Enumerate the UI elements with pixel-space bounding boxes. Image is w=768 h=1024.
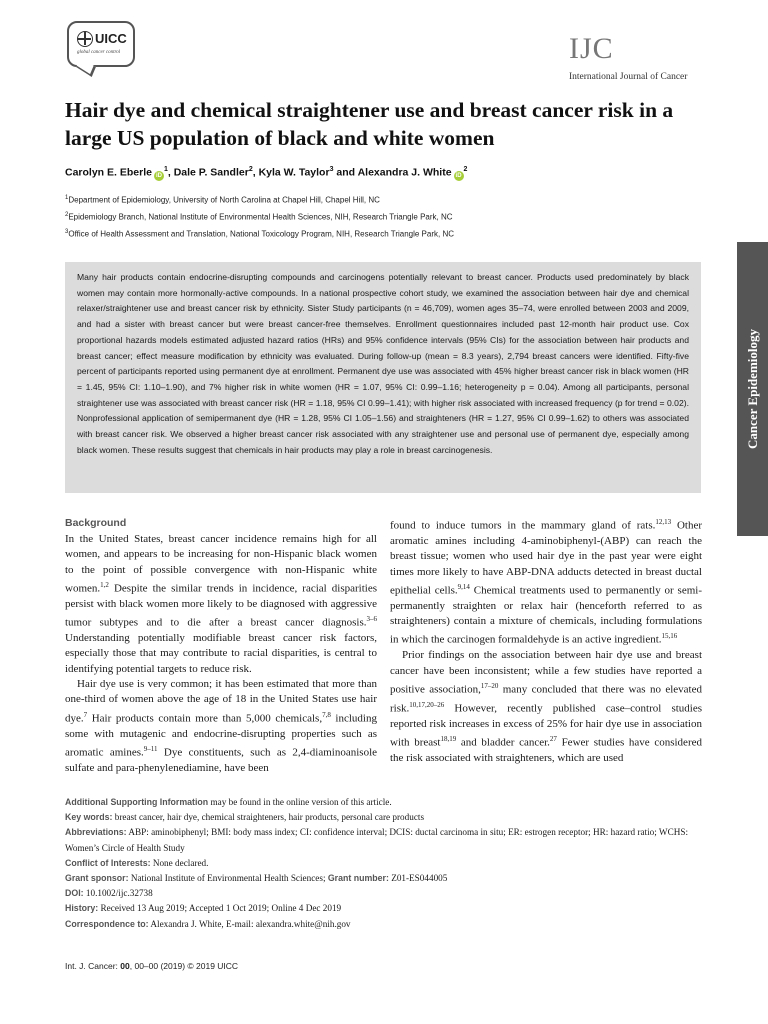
body-paragraph: Hair dye use is very common; it has been estimated that more than one-third of women above the age of 18 in the United States use hair dye.$^7$ Hair products contain more than 5,000 chemicals,$^{7,8}$ including some with mutagenic and endocrine-disrupting properties such as aromatic amines.$^{9-11}$ Dye constituents, such as 2,4-diaminoanisole sulfate and para-phenylenediamine, have been bbox=[65, 677, 378, 774]
author-name: Kyla W. Taylor bbox=[258, 166, 330, 179]
citation-ref: 3–6 bbox=[366, 615, 377, 624]
footer-journal: Int. J. Cancer: bbox=[65, 961, 121, 971]
affiliation-number: 1 bbox=[65, 195, 69, 201]
logo-text: UICC bbox=[95, 31, 127, 46]
metadata-label: Key words: bbox=[65, 812, 113, 823]
citation-ref: 15,16 bbox=[661, 632, 678, 641]
body-paragraph: Prior findings on the association between hair dye use and breast cancer have been inconsistent; while a few studies have reported a positive association,$^{17-20}$ many concluded that there was no elevated risk.$^{10,17,20-26}$ However, recently published case–control studies reported risk increases in excess of 25% for hair dye use in association with breast$^{18,19}$ and bladder cancer.$^{27}$ Fewer studies have considered the risk associated with straighteners, which are used bbox=[390, 649, 702, 765]
logo-subtext: global cancer control bbox=[77, 50, 121, 55]
citation-ref: 1,2 bbox=[100, 580, 109, 589]
metadata-label: Conflict of Interests: bbox=[65, 857, 151, 868]
metadata-line bbox=[65, 810, 705, 825]
affiliation-number: 2 bbox=[65, 212, 69, 219]
citation-ref: 17–20 bbox=[480, 681, 499, 690]
metadata-value: National Institute of Environmental Health Sciences; bbox=[128, 873, 328, 884]
body-paragraph: found to induce tumors in the mammary gland of rats.$^{12,13}$ Other aromatic amines including 4-aminobiphenyl-(ABP) can reach the breast tissue; women who used hair dye in the past year were eight times more likely to have ABP-DNA adducts detected in breast ductal epithelial cells.$^{9,14}$ Chemical treatments used to permanently or semi-permanently straighten or relax hair (henceforth referred to as straighteners) contain a mixture of chemicals, including formulations in which the carcinogen formaldehyde is an active ingredient.$^{15,16}$ bbox=[390, 518, 702, 647]
author-name: Alexandra J. White bbox=[357, 166, 452, 179]
abstract-box: Many hair products contain endocrine-disrupting compounds and carcinogens potentially relevant to breast cancer. Products used predominately by black women may contain more hormonally-active compounds. In a national prospective cohort study, we examined the association between hair dye and chemical relaxer/straightener use and breast cancer risk by ethnicity. Sister Study participants (n = 46,709), women ages 35–74, were enrolled between 2003 and 2009, and had a sister with breast cancer but were breast cancer-free themselves. Enrollment questionnaires included past 12-month hair product use. Cox proportional hazards models estimated adjusted hazard ratios (HRs) and 95% confidence intervals (95% CIs) for the association between hair products and breast cancer; effect measure modification by ethnicity was evaluated. During follow-up (mean = 8.3 years), 2,794 breast cancers were identified. Fifty-five percent of participants reported using permanent dye at enrollment. Permanent dye use was associated with 45% higher breast cancer risk in black women (HR = 1.45, 95% CI: 1.10–1.90), and 7% higher risk in white women (HR = 1.07, 95% CI: 0.99–1.16; heterogeneity p = 0.04). Among all participants, personal straightener use was associated with breast cancer risk (HR = 1.18, 95% CI 0.99–1.41); with higher risk associated with increased frequency (p for trend = 0.02). Nonprofessional application of semipermanent dye (HR = 1.28, 95% CI 1.05–1.56) and straighteners (HR = 1.27, 95% CI 0.99–1.62) to others was associated with breast cancer risk. We observed a higher breast cancer risk associated with any straightener use and personal use of permanent dye, especially among black women. These results suggest that chemicals in hair products may play a role in breast carcinogenesis. bbox=[65, 262, 701, 493]
affiliation-text: Department of Epidemiology, University of North Carolina at Chapel Hill, Chapel Hill, NC bbox=[68, 195, 380, 205]
metadata-label: DOI: bbox=[65, 888, 84, 899]
affiliation-text: Office of Health Assessment and Translation, National Toxicology Program, NIH, Research Triangle Park, NC bbox=[68, 229, 454, 239]
metadata-value: may be found in the online version of this article. bbox=[208, 797, 392, 807]
body-paragraph: In the United States, breast cancer incidence remains high for all women, and appears to be increasing for non-Hispanic black women to the point of possible convergence with non-Hispanic white women.$^{1,2}$ Despite the similar trends in incidence, racial disparities persist with black women more likely to be diagnosed with aggressive tumor subtypes and to die after a breast cancer diagnosis.$^{3-6}$ Understanding potentially modifiable breast cancer risk factors, especially those that may contribute to racial disparities, is central to identifying potential targets to reduce risk. bbox=[65, 533, 377, 675]
journal-name: International Journal of Cancer bbox=[569, 72, 688, 82]
affiliations bbox=[65, 191, 454, 242]
body-column-right bbox=[390, 515, 702, 766]
metadata-label: Correspondence to: bbox=[65, 918, 149, 929]
metadata-value: 10.1002/ijc.32738 bbox=[83, 888, 153, 899]
author-name: Dale P. Sandler bbox=[173, 166, 249, 179]
metadata-value: Received 13 Aug 2019; Accepted 1 Oct 2019; Online 4 Dec 2019 bbox=[98, 903, 342, 914]
metadata-line bbox=[65, 825, 705, 855]
metadata-value: Alexandra J. White, E-mail: alexandra.white@nih.gov bbox=[148, 918, 351, 929]
metadata-value: breast cancer, hair dye, chemical straighteners, hair products, personal care products bbox=[112, 812, 425, 823]
metadata-label: Grant number: bbox=[327, 873, 389, 884]
affiliation-marker: 3 bbox=[329, 166, 334, 173]
page-footer bbox=[65, 961, 238, 971]
author-list: Carolyn E. Eberle $iD^1$, Dale P. Sandler$^2$, Kyla W. Taylor$^3$ and Alexandra J. White $iD^2$ bbox=[65, 166, 468, 179]
affiliation-marker: 2 bbox=[463, 166, 468, 173]
metadata-line bbox=[65, 901, 705, 916]
metadata-label: Grant sponsor: bbox=[65, 873, 129, 884]
metadata-label: Abbreviations: bbox=[65, 827, 127, 838]
journal-abbreviation: IJC bbox=[569, 32, 614, 65]
article-title: Hair dye and chemical straightener use and breast cancer risk in a large US population of black and white women bbox=[65, 98, 674, 150]
citation-ref: 12,13 bbox=[655, 518, 672, 526]
affiliation-number: 3 bbox=[65, 229, 69, 236]
side-tab-label: Cancer Epidemiology bbox=[744, 328, 760, 450]
metadata-line bbox=[65, 886, 705, 901]
globe-icon bbox=[77, 31, 93, 47]
citation-ref: 18,19 bbox=[440, 735, 457, 744]
orcid-icon: iD bbox=[155, 172, 162, 179]
affiliation-text: Epidemiology Branch, National Institute of Environmental Health Sciences, NIH, Research Triangle Park, NC bbox=[68, 212, 453, 222]
article-metadata bbox=[65, 795, 705, 932]
footer-volume: 00 bbox=[120, 961, 130, 971]
orcid-icon: iD bbox=[455, 172, 462, 179]
metadata-value: None declared. bbox=[150, 857, 209, 868]
metadata-label: Additional Supporting Information bbox=[65, 797, 209, 807]
affiliation-marker: 1 bbox=[163, 166, 168, 173]
author-name: Carolyn E. Eberle bbox=[65, 166, 152, 179]
affiliation-line bbox=[65, 208, 454, 225]
affiliation-marker: 2 bbox=[248, 166, 253, 173]
metadata-line bbox=[65, 856, 705, 871]
metadata-line bbox=[65, 917, 705, 932]
metadata-label: History: bbox=[65, 903, 99, 914]
metadata-value: Z01-ES044005 bbox=[388, 873, 448, 884]
citation-ref: 7 bbox=[83, 710, 88, 719]
citation-ref: 9–11 bbox=[143, 744, 158, 753]
citation-ref: 27 bbox=[549, 735, 557, 744]
metadata-line bbox=[65, 795, 705, 810]
body-column-left bbox=[65, 515, 377, 776]
affiliation-line bbox=[65, 225, 454, 242]
citation-ref: 9,14 bbox=[457, 582, 470, 591]
metadata-line bbox=[65, 871, 705, 886]
footer-rest: , 00–00 (2019) © 2019 UICC bbox=[129, 961, 239, 971]
citation-ref: 7,8 bbox=[322, 710, 331, 719]
affiliation-line bbox=[65, 191, 454, 208]
citation-ref: 10,17,20–26 bbox=[409, 700, 445, 709]
uicc-logo bbox=[67, 21, 135, 67]
section-heading: Background bbox=[65, 517, 127, 529]
metadata-value: ABP: aminobiphenyl; BMI: body mass index; CI: confidence interval; DCIS: ductal carcinoma in situ; ER: estrogen receptor; HR: hazard ratio; WCHS: Women’s Circle of Health Study bbox=[65, 827, 689, 853]
